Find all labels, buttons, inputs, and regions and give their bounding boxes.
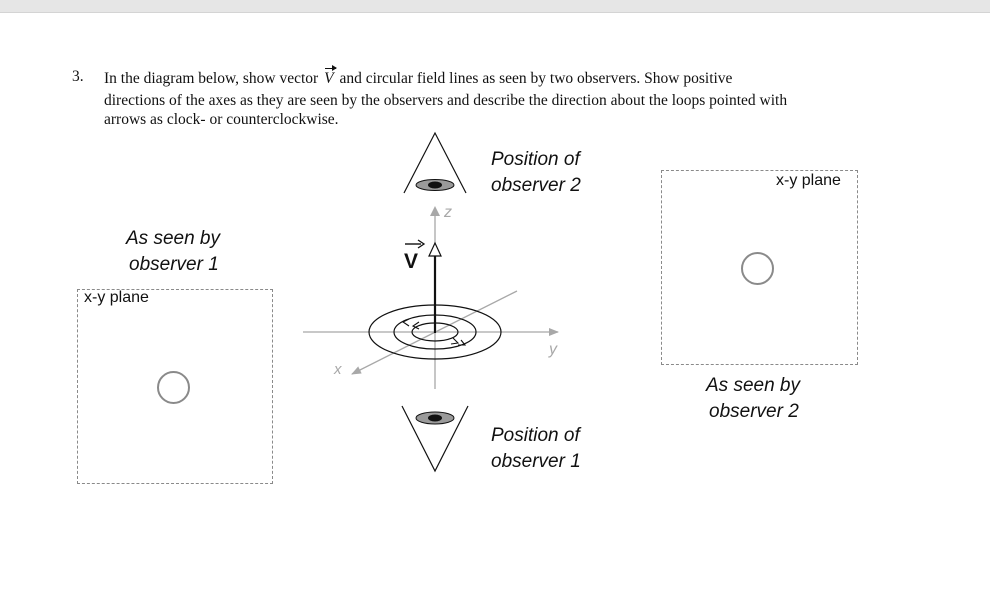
observer2-position-line-2: observer 2 [491, 175, 581, 196]
observer2-eye-icon [404, 133, 466, 193]
observer1-position-line-2: observer 1 [491, 451, 581, 472]
question-number: 3. [72, 68, 84, 85]
question-line-1-start: In the diagram below, show vector [104, 70, 323, 87]
question-line-3: arrows as clock- or counterclockwise. [104, 111, 339, 128]
observer1-eye-icon [402, 406, 468, 471]
left-xy-plane-label: x-y plane [84, 289, 149, 306]
z-axis-label: z [444, 204, 452, 221]
question-line-2: directions of the axes as they are seen by the observers and describe the direction about the loops pointed with [104, 92, 788, 109]
right-caption-line-1: As seen by [706, 375, 800, 396]
observer2-position-line-1: Position of [491, 149, 580, 170]
right-caption-line-2: observer 2 [709, 401, 799, 422]
vector-v-symbol: V [322, 68, 335, 90]
left-caption-line-2: observer 1 [129, 254, 219, 275]
right-xy-plane-label: x-y plane [776, 172, 841, 189]
y-axis-label: y [549, 341, 557, 358]
left-caption-line-1: As seen by [126, 228, 220, 249]
z-axis-arrow-icon [430, 206, 440, 216]
observer1-position-line-1: Position of [491, 425, 580, 446]
vector-v-label: V [404, 250, 419, 273]
question-line-1-end: and circular field lines as seen by two observers. Show positive [335, 70, 733, 87]
vector-v-arrowhead-icon [429, 243, 441, 256]
x-axis-label: x [334, 361, 342, 378]
